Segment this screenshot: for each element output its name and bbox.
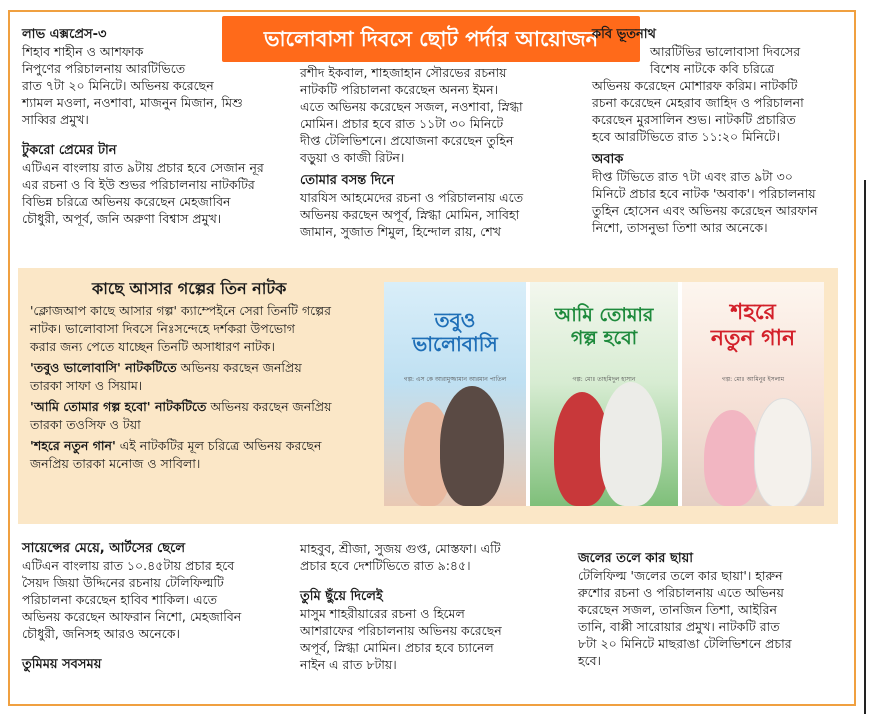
story-heading: তুমিময় সবসময় <box>22 657 102 672</box>
featured-line: তারকা তওসিফ ও টয়া <box>30 417 141 432</box>
drama-posters <box>384 282 824 506</box>
drama-name: 'তবুও ভালোবাসি' নাটকটিতে <box>30 360 177 375</box>
story-heading: তুমি ছুঁয়ে দিলেই <box>300 589 383 604</box>
story-line: হবে। <box>578 653 602 668</box>
actor-figure <box>440 386 504 506</box>
story-line: দীপ্ত টেলিভিশনে। প্রযোজনা করেছেন তুহিন <box>300 133 514 148</box>
poster-credit: গল্প: এস কে আরামুজ্জামান আরমান পাতিল <box>403 376 507 383</box>
featured-line: অভিনয় করছেন জনপ্রিয় <box>206 399 332 414</box>
story-line: টেলিফিল্ম 'জলের তলে কার ছায়া'। হারুন <box>578 568 783 583</box>
poster-title: আমি তোমার গল্প হবো <box>554 304 654 349</box>
featured-line: করার জন্য পেতে যাচ্ছেন তিনটি অসাধারণ নাটক। <box>30 339 276 354</box>
poster-credit: গল্প: মোঃ তাহমিদুল হাসান <box>572 376 636 383</box>
story-line: রচনা করেছেন মেহরাব জাহিদ ও পরিচালনা <box>592 95 804 110</box>
story-line: জামান, সুজাত শিমুল, হিন্দোল রায়, শেখ <box>300 224 501 239</box>
poster-title: শহরে নতুন গান <box>710 300 796 351</box>
column-middle-top <box>300 64 523 240</box>
story-heading: তোমার বসন্ত দিনে <box>300 173 395 188</box>
featured-line: অভিনয় করছেন জনপ্রিয় <box>176 360 302 375</box>
featured-line: তারকা সাফা ও সিয়াম। <box>30 378 143 393</box>
story-line: নাটকটি পরিচালনা করেছেন অনন্য ইমন। <box>300 82 499 97</box>
featured-line: জনপ্রিয় তারকা মনোজ ও সাবিলা। <box>30 456 201 471</box>
story-line: অপূর্ব, স্নিগ্ধা মোমিন। প্রচার হবে চ্যানেল <box>300 640 494 655</box>
story-heading: সায়েন্সের মেয়ে, আর্টসের ছেলে <box>22 541 186 556</box>
story-line: শিহাব শাহীন ও আশফাক <box>22 44 144 59</box>
story-line: এর রচনা ও বি ইউ শুভর পরিচালনায় নাটকটির <box>22 177 255 192</box>
drama-name: 'আমি তোমার গল্প হবো' নাটকটিতে <box>30 399 207 414</box>
story-line: প্রচার হবে দেশটিভিতে রাত ৯:৪৫। <box>300 558 471 573</box>
story-line: যারযিস আহমেদের রচনা ও পরিচালনায় এতে <box>300 190 524 205</box>
poster-shohore-notun-gaan <box>682 282 824 506</box>
featured-line: এই নাটকটির মূল চরিত্রে অভিনয় করছেন <box>115 438 322 453</box>
featured-title: কাছে আসার গল্পের তিন নাটক <box>92 279 287 298</box>
story-line: চৌধুরী, অপূর্ব, জনি অরুণা বিশ্বাস প্রমুখ। <box>22 211 222 226</box>
column-left-bottom <box>22 536 241 673</box>
poster-tobuo-bhalobashi <box>384 282 526 506</box>
story-line: মোমিন। প্রচার হবে রাত ১১টা ৩০ মিনিটে <box>300 116 504 131</box>
featured-text <box>30 302 331 476</box>
story-line: দীপ্ত টিভিতে রাত ৭টা এবং রাত ৯টা ৩০ <box>592 169 793 184</box>
story-line: করেছেন সজল, তানজিন তিশা, আইরিন <box>578 602 777 617</box>
story-line: আরটিভির ভালোবাসা দিবসের <box>650 44 801 59</box>
story-line: অভিনয় করেছেন মোশারফ করিম। নাটকটি <box>592 78 798 93</box>
actor-figure <box>754 398 812 506</box>
column-left-top <box>22 22 264 227</box>
actor-figure <box>600 382 662 506</box>
adjacent-column-rule <box>864 180 866 714</box>
featured-line: নাটক। ভালোবাসা দিবসে নিঃসন্দেহে দর্শকরা উপভোগ <box>30 321 295 336</box>
story-line: মিনিটে প্রচার হবে নাটক 'অবাক'। পরিচালনায় <box>592 186 816 201</box>
story-line: পরিচালনা করেছেন হাবিব শাকিল। এতে <box>22 592 218 607</box>
story-line: মাহবুব, শ্রীজা, সুজয় গুপ্ত, মোস্তফা। এটি <box>300 541 501 556</box>
drama-name: 'শহরে নতুন গান' <box>30 438 116 453</box>
story-line: এটিএন বাংলায় রাত ৯টায় প্রচার হবে সেজান নূর <box>22 160 264 175</box>
actress-figure <box>704 410 760 506</box>
poster-credit: গল্প: মোঃ আমিনুর ইসলাম <box>721 376 785 383</box>
story-line: রাত ৭টা ২০ মিনিটে। অভিনয় করেছেন <box>22 78 214 93</box>
story-line: নাইন এ রাত ৮টায়। <box>300 657 397 672</box>
poster-ami-tomar-golpo-hobo <box>530 282 678 506</box>
story-line: চৌধুরী, জনিসহ আরও অনেকে। <box>22 626 180 641</box>
story-line: অভিনয় করছেন অপূর্ব, স্নিগ্ধা মোমিন, সাবিহা <box>300 207 520 222</box>
story-line: ৮টা ২০ মিনিটে মাছরাঙা টেলিভিশনে প্রচার <box>578 636 792 651</box>
story-line: নিপুণের পরিচালনায় আরটিভিতে <box>22 61 186 76</box>
column-middle-bottom <box>300 540 502 673</box>
story-line: রুশোর রচনা ও পরিচালনায় এতে অভিনয় <box>578 585 784 600</box>
story-line: নিশো, তাসনুভা তিশা আর অনেকে। <box>592 220 768 235</box>
story-line: করেছেন মুরসালিন শুভ। নাটকটি প্রচারিত <box>592 112 796 127</box>
story-line: এতে অভিনয় করেছেন সজল, নওশাবা, স্নিগ্ধা <box>300 99 523 114</box>
story-line: সাব্বির প্রমুখ। <box>22 112 89 127</box>
story-heading: অবাক <box>592 152 624 167</box>
story-line: তুহিন হোসেন এবং অভিনয় করেছেন আরফান <box>592 203 818 218</box>
story-line: বিশেষ নাটকে কবি চরিত্রে <box>650 61 775 76</box>
story-line: সৈয়দ জিয়া উদ্দিনের রচনায় টেলিফিল্মটি <box>22 575 224 590</box>
column-right-bottom <box>578 546 792 669</box>
story-line: আশরাফের পরিচালনায় অভিনয় করেছেন <box>300 623 502 638</box>
page-title: ভালোবাসা দিবসে ছোট পর্দার আয়োজন <box>222 16 640 62</box>
story-line: এটিএন বাংলায় রাত ১০.৪৫টায় প্রচার হবে <box>22 558 235 573</box>
story-line: অভিনয় করেছেন আফরান নিশো, মেহজাবিন <box>22 609 242 624</box>
featured-line: 'ক্লোজআপ কাছে আসার গল্প' ক্যাম্পেইনে সেরা তিনটি গল্পের <box>30 303 331 318</box>
story-heading: কবি ভূতনাথ <box>592 27 656 42</box>
story-line: বিভিন্ন চরিত্রে অভিনয় করেছেন মেহজাবিন <box>22 194 231 209</box>
poster-title: তবুও ভালোবাসি <box>412 308 498 356</box>
story-heading: টুকরো প্রেমের টান <box>22 143 117 158</box>
story-line: মাসুম শাহরীয়ারের রচনা ও হিমেল <box>300 606 465 621</box>
story-line: শ্যামল মওলা, নওশাবা, মাজনুন মিজান, মিশু <box>22 95 243 110</box>
story-line: বড়ুয়া ও কাজী রিটন। <box>300 150 405 165</box>
story-heading: জলের তলে কার ছায়া <box>578 551 694 566</box>
story-heading: লাভ এক্সপ্রেস-৩ <box>22 27 107 42</box>
story-line: রশীদ ইকবাল, শাহজাহান সৌরভের রচনায় <box>300 65 507 80</box>
column-right-top <box>592 22 818 236</box>
story-line: হবে আরটিভিতে রাত ১১:২০ মিনিটে। <box>592 129 781 144</box>
story-line: তানি, বাপ্পী সারোয়ার প্রমুখ। নাটকটি রাত <box>578 619 780 634</box>
